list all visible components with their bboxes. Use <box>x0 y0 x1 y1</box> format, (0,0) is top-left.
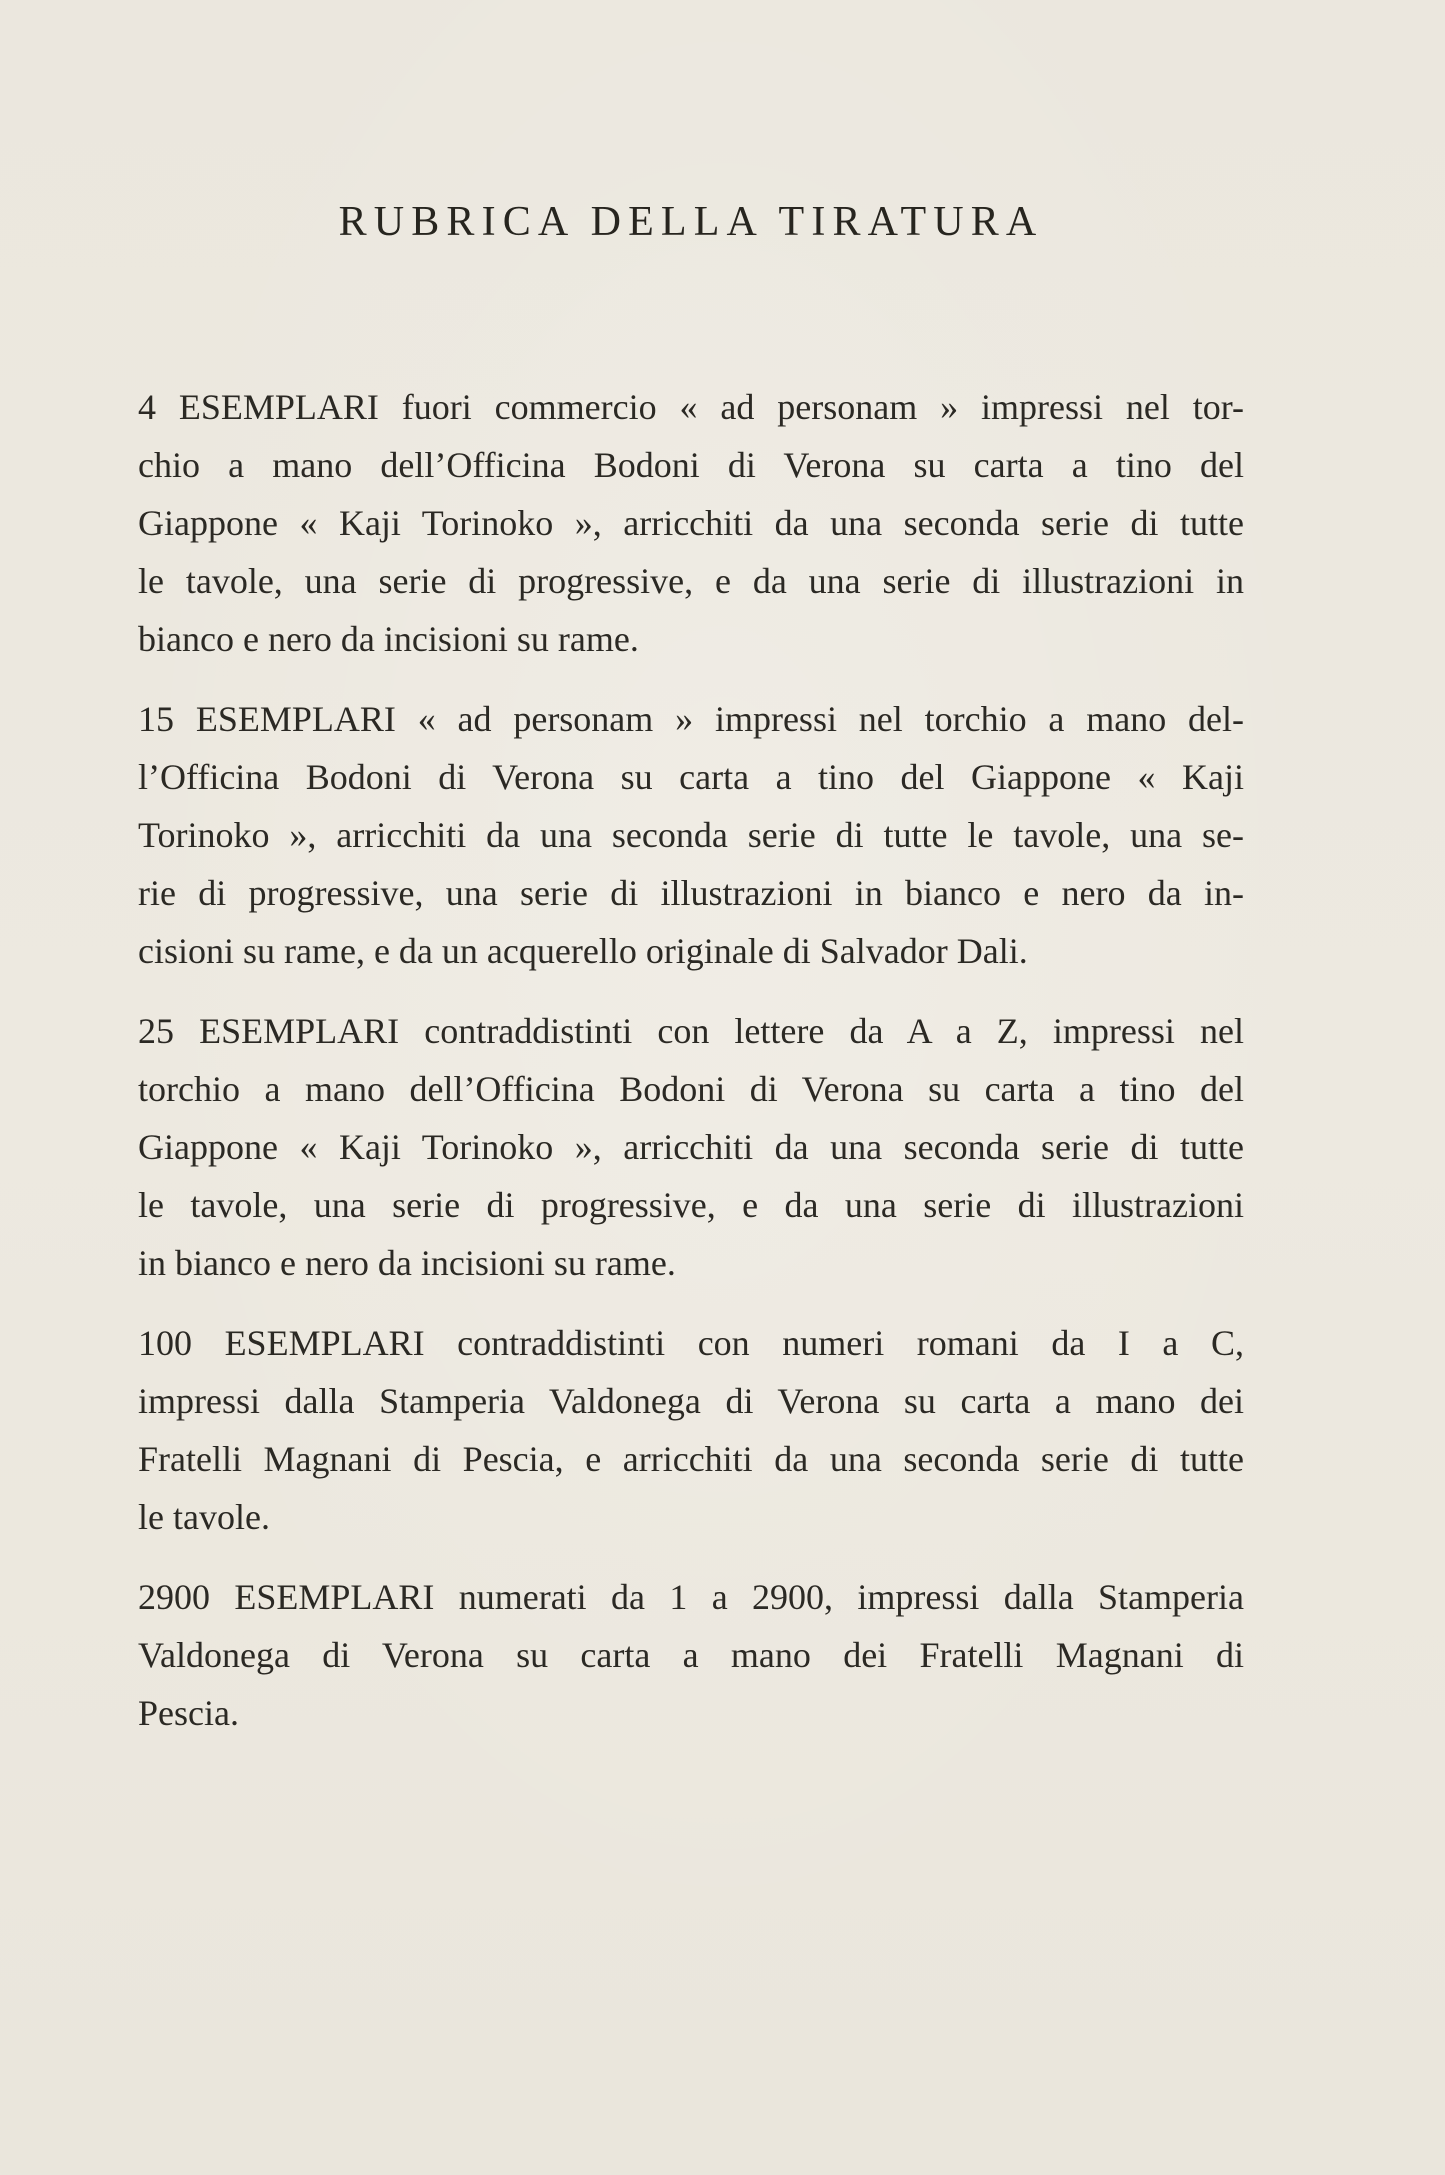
paragraph-line: cisioni su rame, e da un acquerello originale di Salvador Dali. <box>138 931 1028 971</box>
text-block <box>138 0 1244 1764</box>
paragraph-line: l’Officina Bodoni di Verona su carta a tino del Giappone « Kaji <box>138 757 1244 797</box>
paragraph-line: le tavole, una serie di progressive, e da una serie di illustrazioni <box>138 1185 1244 1225</box>
paragraph-100-esemplari <box>138 1314 1244 1546</box>
paragraph-line: torchio a mano dell’Officina Bodoni di Verona su carta a tino del <box>138 1069 1244 1109</box>
paragraph-line: 25 ESEMPLARI contraddistinti con lettere da A a Z, impressi nel <box>138 1011 1244 1051</box>
paragraph-line: Torinoko », arricchiti da una seconda serie di tutte le tavole, una se- <box>138 815 1244 855</box>
colophon-text <box>138 378 1244 1742</box>
paragraph-line: rie di progressive, una serie di illustrazioni in bianco e nero da in- <box>138 873 1244 913</box>
paragraph-2900-esemplari <box>138 1568 1244 1742</box>
paragraph-line: chio a mano dell’Officina Bodoni di Verona su carta a tino del <box>138 445 1244 485</box>
paragraph-line: le tavole. <box>138 1497 270 1537</box>
paragraph-4-esemplari <box>138 378 1244 668</box>
paragraph-line: bianco e nero da incisioni su rame. <box>138 619 639 659</box>
paragraph-15-esemplari <box>138 690 1244 980</box>
paragraph-line: Valdonega di Verona su carta a mano dei Fratelli Magnani di <box>138 1635 1244 1675</box>
paragraph-line: Giappone « Kaji Torinoko », arricchiti da una seconda serie di tutte <box>138 503 1244 543</box>
paragraph-line: Fratelli Magnani di Pescia, e arricchiti da una seconda serie di tutte <box>138 1439 1244 1479</box>
paragraph-line: 2900 ESEMPLARI numerati da 1 a 2900, impressi dalla Stamperia <box>138 1577 1244 1617</box>
paragraph-line: le tavole, una serie di progressive, e da una serie di illustrazioni in <box>138 561 1244 601</box>
paragraph-line: 4 ESEMPLARI fuori commercio « ad personam » impressi nel tor- <box>138 387 1244 427</box>
paragraph-line: 15 ESEMPLARI « ad personam » impressi nel torchio a mano del- <box>138 699 1244 739</box>
paragraph-25-esemplari <box>138 1002 1244 1292</box>
paragraph-line: in bianco e nero da incisioni su rame. <box>138 1243 676 1283</box>
paragraph-line: impressi dalla Stamperia Valdonega di Verona su carta a mano dei <box>138 1381 1244 1421</box>
paragraph-line: Giappone « Kaji Torinoko », arricchiti da una seconda serie di tutte <box>138 1127 1244 1167</box>
paragraph-line: 100 ESEMPLARI contraddistinti con numeri romani da I a C, <box>138 1323 1244 1363</box>
paragraph-line: Pescia. <box>138 1693 239 1733</box>
page-title: RUBRICA DELLA TIRATURA <box>338 199 1044 245</box>
